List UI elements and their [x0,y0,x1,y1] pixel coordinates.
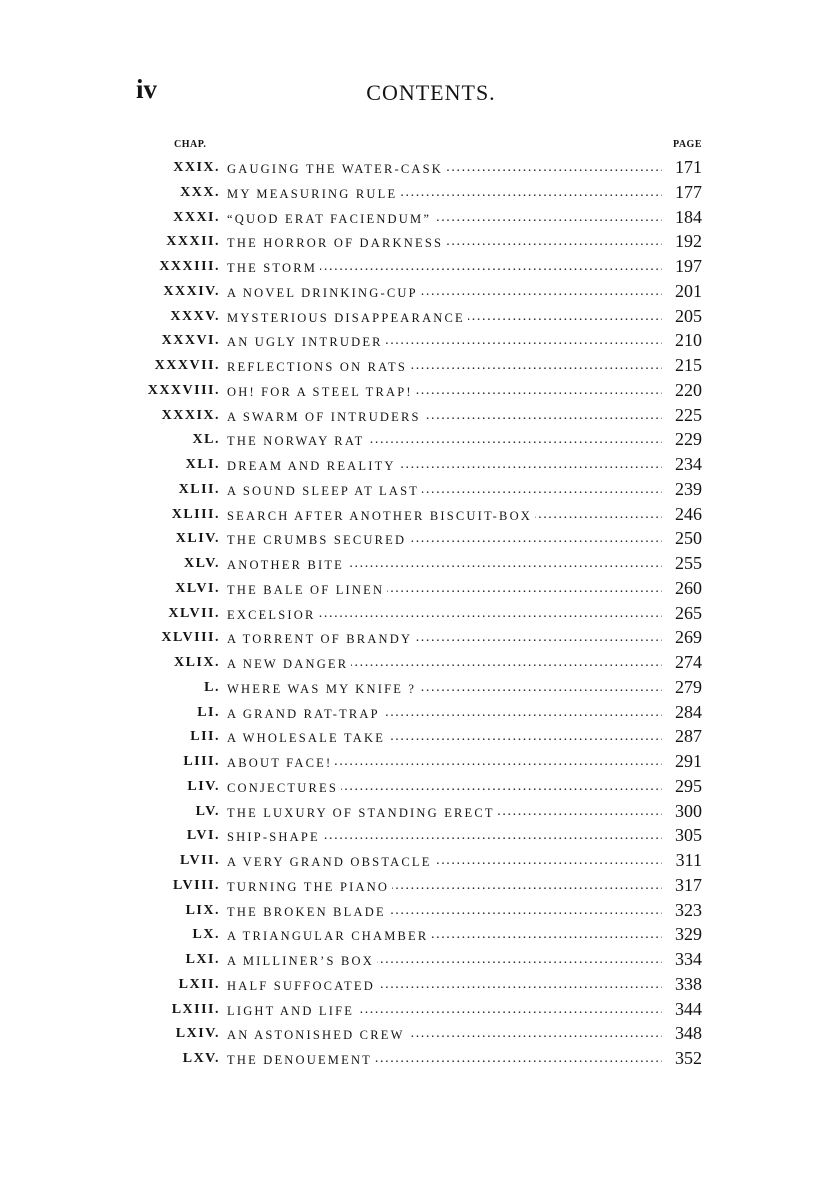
chapter-number: LX. [192,927,220,943]
page-ref: 250 [675,528,702,549]
dot-leader [227,804,662,824]
dot-leader [227,927,662,947]
dot-leader [227,705,662,725]
dot-leader [227,160,662,180]
page-ref: 255 [675,553,702,573]
chapter-title: A VERY GRAND OBSTACLE [227,855,435,869]
chapter-number: XXXIX. [161,407,220,423]
toc-entry [0,1048,840,1076]
chapter-title: CONJECTURES [227,781,341,795]
chapter-number: LXV. [182,1051,220,1066]
chapter-title: WHERE WAS MY KNIFE ? [227,682,419,696]
chapter-number: LIV. [187,778,220,794]
dot-leader [227,606,662,626]
toc-entry [0,924,840,952]
chapter-number: XLVI. [175,580,220,596]
chapter-title: “QUOD ERAT FACIENDUM” [227,212,434,226]
page-ref: 344 [675,998,702,1019]
chapter-number: LVI. [186,828,220,844]
chapter-number: LVIII. [172,877,220,893]
page-ref: 171 [675,157,702,177]
chapter-number: LXIII. [171,1001,220,1017]
chapter-number: L. [204,679,220,695]
page-ref: 184 [675,206,702,227]
chapter-title: THE LUXURY OF STANDING ERECT [227,806,498,820]
page-ref: 265 [675,602,702,623]
chapter-number: LIX. [185,902,220,918]
page-ref: 287 [675,726,702,747]
chapter-number: XLIX. [173,655,220,670]
dot-leader [227,952,662,972]
dot-leader [227,333,662,353]
chapter-number: LVII. [179,853,220,868]
page-ref: 305 [675,825,702,846]
dot-leader [227,531,662,551]
chapter-title: A WHOLESALE TAKE [227,731,388,745]
toc-entry [0,478,840,507]
dot-leader [227,185,662,205]
chapter-title: THE STORM [227,261,320,275]
toc-entry [0,800,840,829]
toc-entry [0,850,840,878]
toc-entry [0,429,840,457]
dot-leader [227,507,662,527]
chapter-title: LIGHT AND LIFE [227,1004,357,1018]
toc-entry [0,1023,840,1051]
page-ref: 210 [675,330,702,351]
chapter-number: XXIX. [173,160,220,175]
toc-entry [0,280,840,309]
page-ref: 234 [675,454,702,474]
chapter-title: THE NORWAY RAT [227,434,368,448]
dot-leader [227,210,662,230]
dot-leader [227,977,662,997]
chapter-number: XLI. [185,457,220,472]
toc-entry [0,355,840,383]
page-ref: 279 [675,676,702,697]
page-ref: 334 [675,949,702,969]
chapter-number: XLIV. [175,531,220,547]
page-ref: 338 [675,973,702,994]
dot-leader [227,729,662,749]
page-ref: 348 [675,1023,702,1044]
chapter-number: LI. [197,704,220,720]
toc-entry [0,701,840,730]
page-ref: 317 [675,874,702,895]
chapter-number: LXII. [178,976,220,992]
toc-entry [0,627,840,655]
chapter-title: GAUGING THE WATER-CASK [227,162,446,176]
page-ref: 329 [675,924,702,945]
chapter-number: XXXVI. [161,333,220,349]
chapter-number: XXXV. [170,308,220,324]
chapter-title: REFLECTIONS ON RATS [227,360,410,374]
page-ref: 284 [675,701,702,722]
dot-leader [227,1002,662,1022]
dot-leader [227,655,662,675]
toc-entry [0,874,840,903]
chapter-number: XXXI. [173,209,220,225]
dot-leader [227,680,662,700]
page-ref: 295 [675,775,702,796]
chapter-title: THE BROKEN BLADE [227,905,389,919]
chapter-number: XL. [192,432,220,448]
dot-leader [227,234,662,254]
toc-entry [0,330,840,358]
chapter-title: MYSTERIOUS DISAPPEARANCE [227,311,468,325]
page-ref: 220 [675,379,702,400]
toc-entry [0,899,840,928]
toc-entry [0,231,840,259]
dot-leader [227,1026,662,1046]
chapter-title: OH! FOR A STEEL TRAP! [227,385,416,399]
chapter-title: A TRIANGULAR CHAMBER [227,929,431,943]
toc-entry [0,256,840,284]
chapter-title: EXCELSIOR [227,608,319,622]
chapter-number: XLIII. [171,506,220,522]
page-ref: 177 [675,181,702,202]
dot-leader [227,259,662,279]
toc-entry [0,553,840,581]
chapter-title: SEARCH AFTER ANOTHER BISCUIT-BOX [227,509,535,523]
chapter-title: A GRAND RAT-TRAP [227,707,383,721]
page-ref: 192 [675,231,702,252]
dot-leader [227,878,662,898]
page-ref: 352 [675,1048,702,1068]
chapter-title: A SOUND SLEEP AT LAST [227,484,422,498]
chapter-title: THE HORROR OF DARKNESS [227,236,446,250]
toc-entry [0,454,840,482]
dot-leader [227,828,662,848]
chapter-title: A NEW DANGER [227,657,351,671]
chapter-number: XXXIV. [163,283,220,299]
toc-entry [0,751,840,779]
chapter-title: AN ASTONISHED CREW [227,1028,408,1042]
toc-entry [0,676,840,705]
page-ref: 229 [675,429,702,450]
toc-entry [0,503,840,532]
page-ref: 323 [675,899,702,920]
page-ref: 269 [675,627,702,648]
page-ref: 201 [675,280,702,301]
dot-leader [227,1051,662,1071]
toc-entry [0,825,840,853]
chapter-number: LII. [190,729,220,745]
toc-entry [0,577,840,606]
toc-entry [0,157,840,185]
toc-entry [0,404,840,433]
dot-leader [227,630,662,650]
chapter-number: XXXII. [166,234,220,250]
chapter-number: XXXVII. [154,358,220,373]
chapter-title: A SWARM OF INTRUDERS [227,410,424,424]
page-ref: 291 [675,751,702,771]
page-ref: 205 [675,305,702,326]
chapter-title: THE BALE OF LINEN [227,583,387,597]
toc-entry [0,973,840,1002]
chapter-title: A MILLINER’S BOX [227,954,377,968]
dot-leader [227,903,662,923]
dot-leader [227,309,662,329]
page-ref: 215 [675,355,702,375]
page-ref: 225 [675,404,702,425]
dot-leader [227,581,662,601]
page-ref: 239 [675,478,702,499]
page-ref: 300 [675,800,702,821]
chapter-number: XLV. [184,556,220,571]
chapter-title: DREAM AND REALITY [227,459,399,473]
chapter-number: LXIV. [175,1026,220,1042]
page-title: CONTENTS. [366,80,496,105]
toc-entry [0,379,840,408]
chapter-title: ANOTHER BITE [227,558,347,572]
toc-entry [0,206,840,235]
toc-entry [0,726,840,754]
toc-entry [0,181,840,210]
chapter-title: MY MEASURING RULE [227,187,400,201]
toc-entry [0,305,840,334]
chapter-number: XLVIII. [161,630,220,646]
dot-leader [227,556,662,576]
dot-leader [227,408,662,428]
chapter-number: XXX. [180,184,220,200]
chapter-number: LV. [195,803,220,819]
chapter-title: A NOVEL DRINKING-CUP [227,286,421,300]
dot-leader [227,358,662,378]
chapter-title: ABOUT FACE! [227,756,335,770]
toc-entry [0,602,840,631]
dot-leader [227,482,662,502]
chapter-title: SHIP-SHAPE [227,830,323,844]
chapter-title: A TORRENT OF BRANDY [227,632,415,646]
chapter-number: XLVII. [168,605,220,621]
toc-entry [0,949,840,977]
page-number: iv [136,74,158,104]
dot-leader [227,754,662,774]
chapter-number: XXXIII. [159,259,220,274]
dot-leader [227,853,662,873]
dot-leader [227,779,662,799]
dot-leader [227,457,662,477]
dot-leader [227,284,662,304]
chapter-number: LIII. [183,754,220,769]
page-ref: 197 [675,256,702,276]
chapter-title: AN UGLY INTRUDER [227,335,386,349]
chapter-title: HALF SUFFOCATED [227,979,378,993]
toc-entry [0,652,840,680]
toc-entry [0,775,840,804]
chapter-title: TURNING THE PIANO [227,880,392,894]
toc-entry [0,528,840,556]
dot-leader [227,383,662,403]
chapter-number: LXI. [185,952,220,967]
page-ref: 274 [675,652,702,672]
chapter-column-heading: CHAP. [174,139,207,150]
dot-leader [227,432,662,452]
chapter-title: THE CRUMBS SECURED [227,533,409,547]
page-ref: 260 [675,577,702,598]
page-ref: 311 [675,850,702,870]
page-column-heading: PAGE [672,139,702,150]
toc-entry [0,998,840,1027]
chapter-number: XXXVIII. [147,382,220,398]
chapter-title: THE DENOUEMENT [227,1053,375,1067]
page-ref: 246 [675,503,702,524]
chapter-number: XLII. [178,481,220,497]
